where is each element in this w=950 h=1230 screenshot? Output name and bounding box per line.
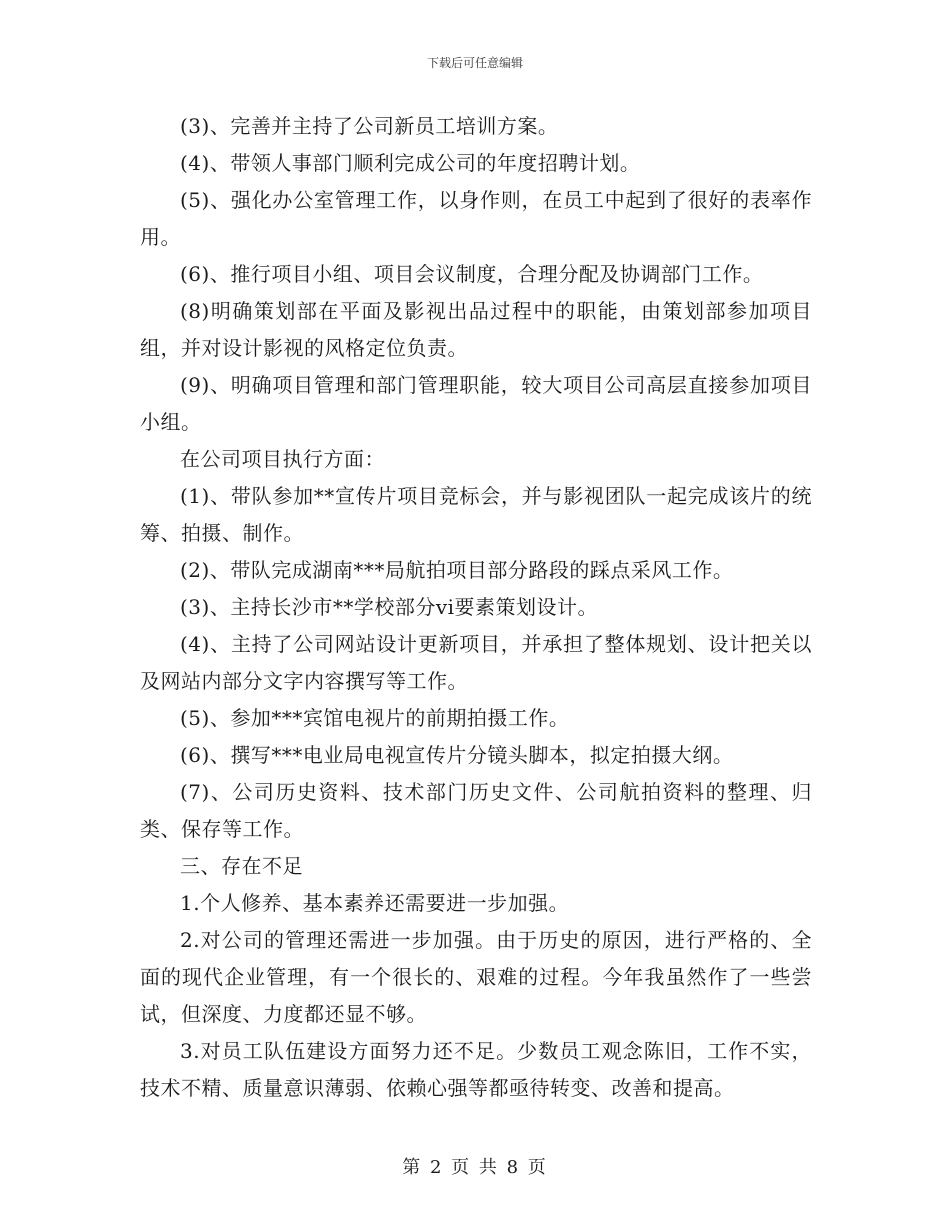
- paragraph: 1.个人修养、基本素养还需要进一步加强。: [180, 891, 570, 915]
- section-subheading: 在公司项目执行方面：: [180, 447, 385, 471]
- paragraph: (4)、主持了公司网站设计更新项目，并承担了整体规划、设计把关以及网站内部分文字内容撰写等工作。: [140, 632, 812, 693]
- paragraph: (1)、带队参加**宣传片项目竞标会，并与影视团队一起完成该片的统筹、拍摄、制作。: [140, 484, 812, 545]
- paragraph: (3)、主持长沙市**学校部分vi要素策划设计。: [180, 595, 599, 619]
- paragraph: (7)、公司历史资料、技术部门历史文件、公司航拍资料的整理、归类、保存等工作。: [140, 780, 812, 841]
- paragraph: (5)、参加***宾馆电视片的前期拍摄工作。: [180, 706, 570, 730]
- paragraph: (5)、强化办公室管理工作，以身作则，在员工中起到了很好的表率作用。: [140, 188, 812, 249]
- paragraph: (4)、带领人事部门顺利完成公司的年度招聘计划。: [180, 151, 641, 175]
- page-header: 下载后可任意编辑: [426, 56, 523, 70]
- paragraph: 3.对员工队伍建设方面努力还不足。少数员工观念陈旧，工作不实，技术不精、质量意识薄弱、依赖心强等都亟待转变、改善和提高。: [140, 1039, 812, 1100]
- document-body: [140, 108, 812, 1107]
- paragraph: (2)、带队完成湖南***局航拍项目部分路段的踩点采风工作。: [180, 558, 734, 582]
- paragraph: (9)、明确项目管理和部门管理职能，较大项目公司高层直接参加项目小组。: [140, 373, 812, 434]
- section-heading: 三、存在不足: [180, 854, 303, 878]
- paragraph: (3)、完善并主持了公司新员工培训方案。: [180, 114, 559, 138]
- paragraph: (8)明确策划部在平面及影视出品过程中的职能，由策划部参加项目组，并对设计影视的风格定位负责。: [140, 299, 812, 360]
- paragraph: (6)、推行项目小组、项目会议制度，合理分配及协调部门工作。: [180, 262, 764, 286]
- paragraph: 2.对公司的管理还需进一步加强。由于历史的原因，进行严格的、全面的现代企业管理，有一个很长的、艰难的过程。今年我虽然作了一些尝试，但深度、力度都还显不够。: [140, 928, 812, 1026]
- paragraph: (6)、撰写***电业局电视宣传片分镜头脚本，拟定拍摄大纲。: [180, 743, 734, 767]
- page-number: 第 2 页 共 8 页: [402, 1157, 548, 1178]
